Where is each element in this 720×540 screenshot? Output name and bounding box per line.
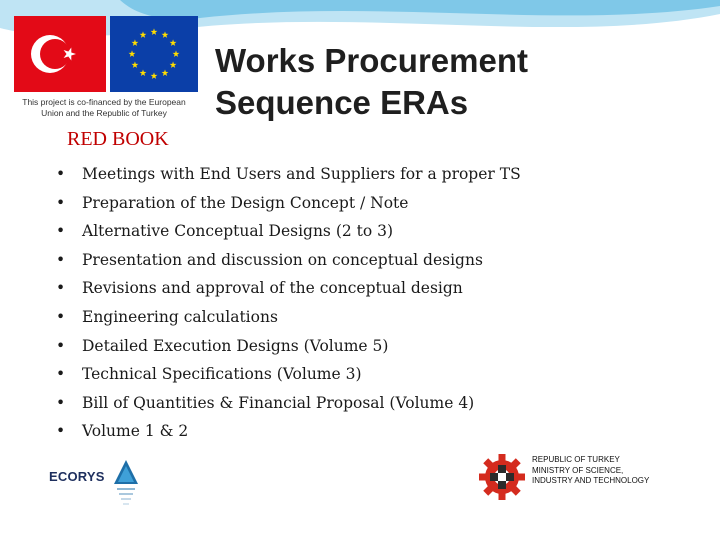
bullet-item bbox=[56, 360, 521, 389]
bullet-text: Preparation of the Design Concept / Note bbox=[82, 193, 409, 212]
gear-tooth bbox=[499, 454, 506, 462]
bullet-text: Meetings with End Users and Suppliers for a proper TS bbox=[82, 165, 521, 183]
bullet-text: Volume 1 & 2 bbox=[82, 422, 189, 441]
bullet-item bbox=[56, 274, 521, 303]
bullet-item bbox=[56, 332, 521, 361]
bullet-icon: • bbox=[56, 250, 66, 269]
bullet-text: Bill of Quantities & Financial Proposal (Volume 4) bbox=[82, 393, 475, 412]
bullet-text: Revisions and approval of the conceptual design bbox=[82, 279, 463, 298]
bullet-icon: • bbox=[56, 422, 66, 441]
bullet-icon: • bbox=[56, 365, 66, 384]
bullet-text: Engineering calculations bbox=[82, 307, 278, 326]
bullet-icon: • bbox=[56, 222, 66, 241]
gear-icon bbox=[477, 452, 527, 502]
ministry-line-1: REPUBLIC OF TURKEY bbox=[532, 455, 620, 464]
bullet-item bbox=[56, 389, 521, 418]
ecorys-triangle-icon bbox=[112, 458, 140, 514]
bullet-text: Presentation and discussion on conceptual designs bbox=[82, 250, 483, 269]
ecorys-wordmark: ECORYS bbox=[49, 469, 105, 484]
bullet-icon: • bbox=[56, 193, 66, 212]
bullet-text: Alternative Conceptual Designs (2 to 3) bbox=[82, 222, 394, 241]
cofinance-flags bbox=[14, 16, 196, 92]
gear-tooth bbox=[517, 474, 525, 481]
cofinance-note bbox=[6, 97, 202, 119]
bullet-icon: • bbox=[56, 336, 66, 355]
section-label-red-book: RED BOOK bbox=[67, 128, 169, 150]
bullet-item bbox=[56, 160, 521, 189]
ministry-line-3: INDUSTRY AND TECHNOLOGY bbox=[532, 476, 650, 485]
ministry-name bbox=[532, 455, 649, 487]
slide-title-line-2: Sequence ERAs bbox=[215, 84, 469, 121]
bullet-item bbox=[56, 217, 521, 246]
bullet-item bbox=[56, 417, 521, 446]
cofinance-line-1: This project is co-financed by the European bbox=[22, 97, 186, 107]
bullet-item bbox=[56, 303, 521, 332]
gear-tooth bbox=[499, 492, 506, 500]
turkey-flag-icon bbox=[14, 16, 106, 92]
bullet-icon: • bbox=[56, 393, 66, 412]
slide-title-line-1: Works Procurement bbox=[215, 42, 528, 79]
bullet-item bbox=[56, 189, 521, 218]
cofinance-line-2: Union and the Republic of Turkey bbox=[41, 108, 167, 118]
eu-flag-icon bbox=[110, 16, 198, 92]
slide-title bbox=[215, 40, 528, 124]
bullet-icon: • bbox=[56, 307, 66, 326]
bullet-text: Detailed Execution Designs (Volume 5) bbox=[82, 336, 389, 355]
ecorys-logo bbox=[44, 458, 144, 518]
bullet-text: Technical Specifications (Volume 3) bbox=[82, 365, 362, 384]
bullet-icon: • bbox=[56, 165, 66, 183]
bullet-list bbox=[56, 160, 521, 446]
gear-tooth bbox=[479, 474, 487, 481]
bullet-item bbox=[56, 246, 521, 275]
ministry-line-2: MINISTRY OF SCIENCE, bbox=[532, 465, 624, 475]
bullet-icon: • bbox=[56, 279, 66, 298]
